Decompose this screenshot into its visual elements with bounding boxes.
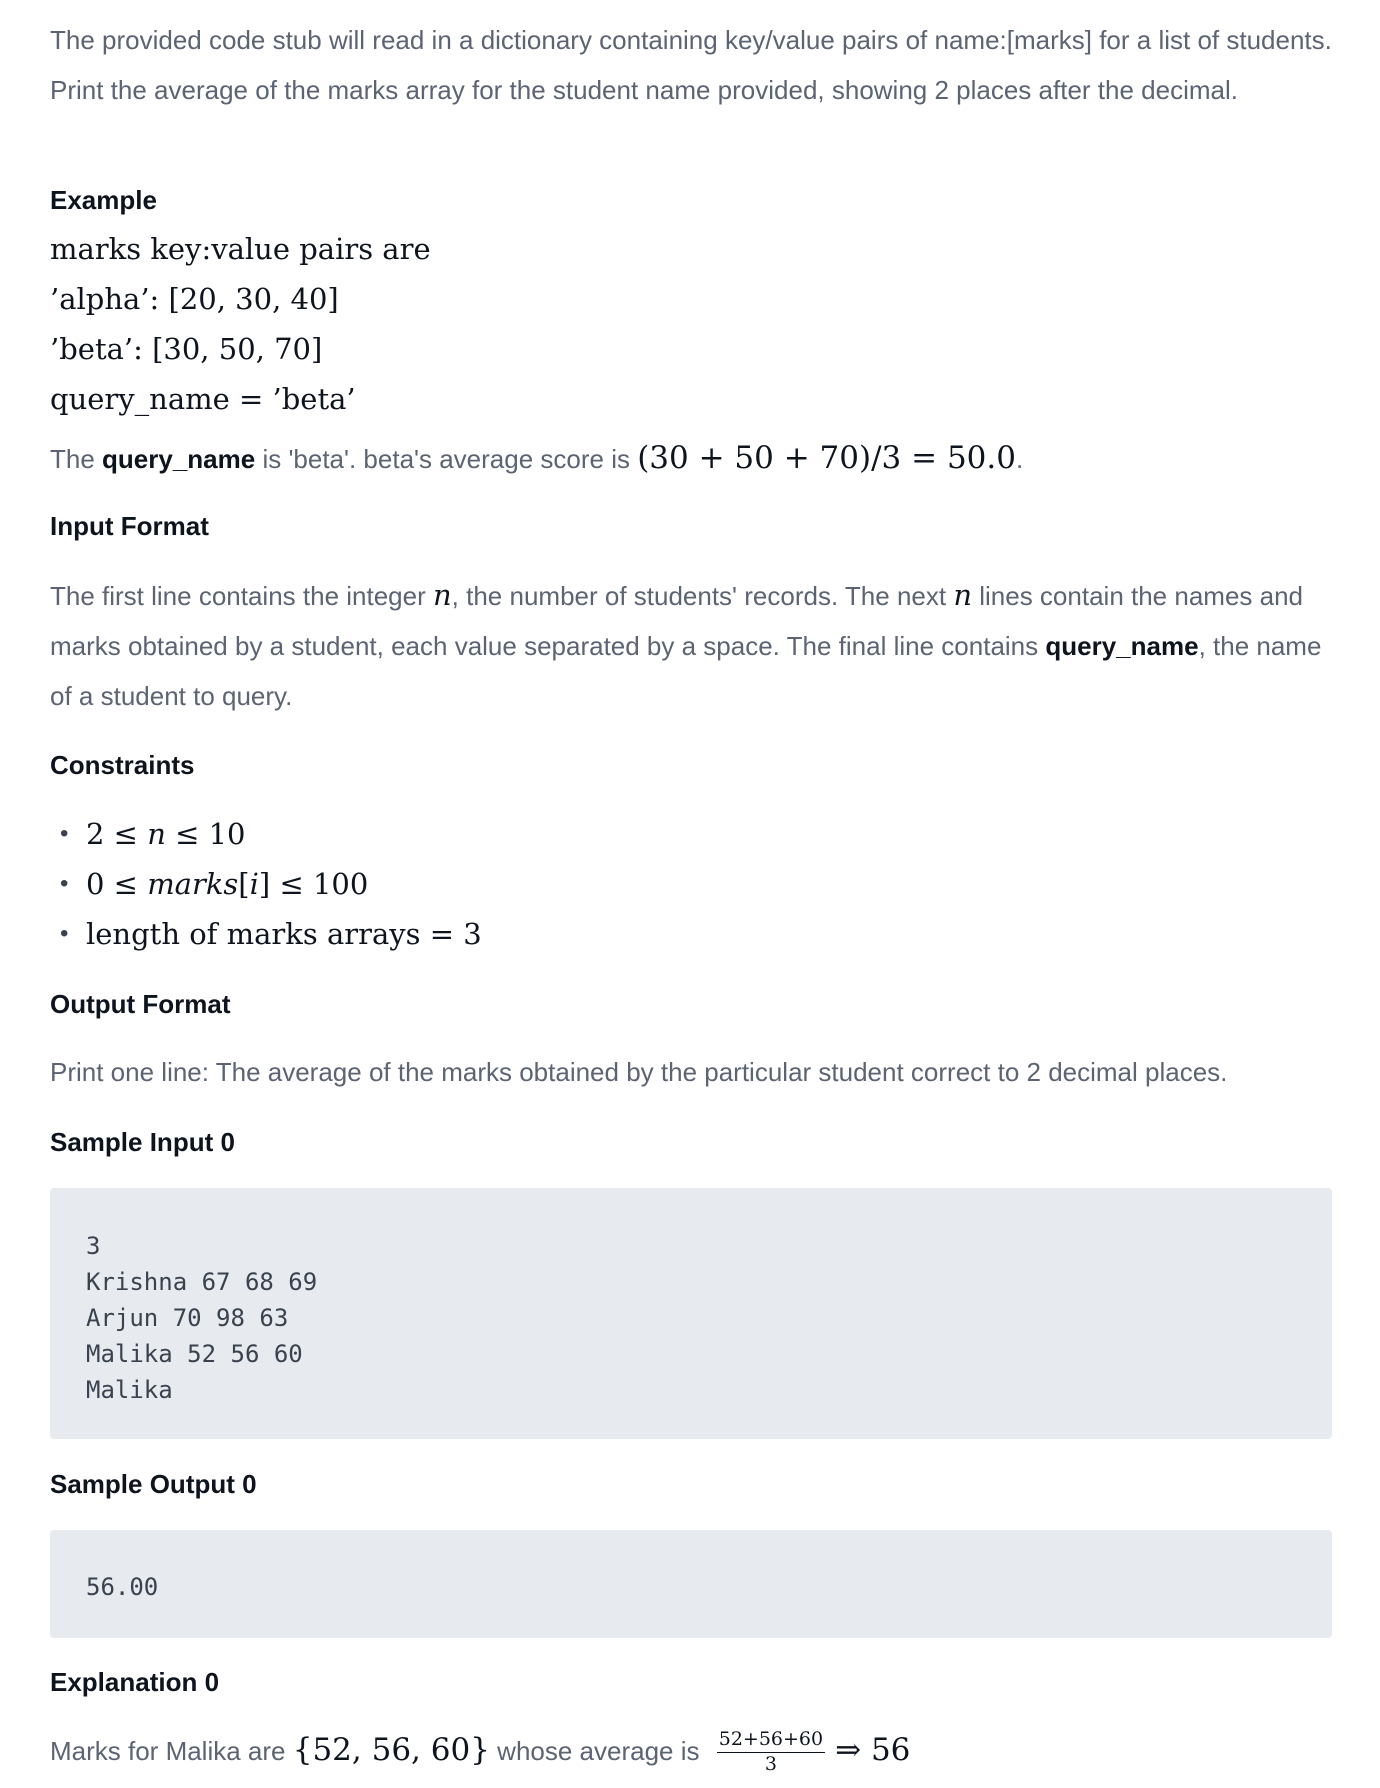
sample-input-code: 3 Krishna 67 68 69 Arjun 70 98 63 Malika 52 56 60 Malika — [86, 1232, 318, 1404]
summary-prefix: The — [50, 444, 103, 474]
example-line-2: ’alpha’: [20, 30, 40] — [50, 282, 339, 316]
constraints-heading: Constraints — [50, 750, 195, 780]
fraction-denominator: 3 — [764, 1752, 777, 1775]
constraints-list — [50, 812, 482, 962]
input-format-text-1: The first line contains the integer — [50, 581, 433, 611]
summary-formula: (30 + 50 + 70)/3 = 50.0 — [637, 440, 1016, 476]
explanation-set: {52, 56, 60} — [292, 1732, 490, 1768]
input-format-heading: Input Format — [50, 511, 209, 541]
example-line-4: query_name = ’beta’ — [50, 382, 356, 416]
bullet: • — [60, 870, 69, 897]
constraint-item — [50, 812, 482, 862]
sample-input-heading: Sample Input 0 — [50, 1127, 235, 1157]
input-format-text-4: , the name of a student to query. — [50, 631, 1322, 711]
input-format-paragraph — [50, 570, 1332, 721]
constraint-text: ] ≤ 100 — [258, 867, 369, 901]
constraint-text: length of marks arrays = 3 — [86, 917, 482, 951]
sample-output-heading: Sample Output 0 — [50, 1469, 257, 1499]
output-format-heading: Output Format — [50, 989, 231, 1019]
constraint-text: [ — [238, 867, 250, 901]
explanation-middle: whose average is — [489, 1736, 707, 1766]
average-fraction — [717, 1728, 825, 1775]
constraint-item — [50, 862, 482, 912]
constraint-text: 0 ≤ — [86, 867, 148, 901]
explanation-result: ⇒ 56 — [835, 1732, 911, 1768]
fraction-numerator: 52+56+60 — [717, 1728, 825, 1753]
intro-paragraph: The provided code stub will read in a dictionary containing key/value pairs of name:[marks] for a list of students. Print the average of the marks array for the student name provided, showing 2 places after the decimal. — [50, 25, 1332, 105]
constraint-var: i — [249, 867, 259, 901]
var-n: n — [432, 578, 452, 612]
bullet: • — [60, 820, 69, 847]
output-format-paragraph: Print one line: The average of the marks obtained by the particular student correct to 2 decimal places. — [50, 1057, 1228, 1087]
explanation-paragraph — [50, 1725, 1332, 1777]
summary-query-name: query_name — [102, 444, 256, 474]
input-format-text-3: lines contain the names and marks obtained by a student, each value separated by a space. The final line contains — [50, 581, 1304, 661]
summary-middle: is 'beta'. beta's average score is — [255, 444, 638, 474]
sample-input-code-block — [50, 1188, 1332, 1439]
constraint-item — [50, 912, 482, 962]
example-line-1: marks key:value pairs are — [50, 232, 431, 266]
explanation-heading: Explanation 0 — [50, 1667, 220, 1697]
summary-suffix: . — [1015, 444, 1024, 474]
input-format-query-name: query_name — [1045, 631, 1199, 661]
constraint-var: marks — [147, 867, 239, 901]
sample-output-code: 56.00 — [86, 1573, 159, 1601]
example-heading: Example — [50, 185, 157, 215]
example-summary — [50, 433, 1332, 484]
constraint-var: n — [147, 817, 166, 851]
constraint-text: ≤ 10 — [165, 817, 246, 851]
input-format-text-2: , the number of students' records. The next — [451, 581, 954, 611]
sample-output-code-block — [50, 1530, 1332, 1638]
bullet: • — [60, 920, 69, 947]
example-line-3: ’beta’: [30, 50, 70] — [50, 332, 323, 366]
constraint-text: 2 ≤ — [86, 817, 148, 851]
explanation-prefix: Marks for Malika are — [50, 1736, 293, 1766]
var-n: n — [953, 578, 973, 612]
